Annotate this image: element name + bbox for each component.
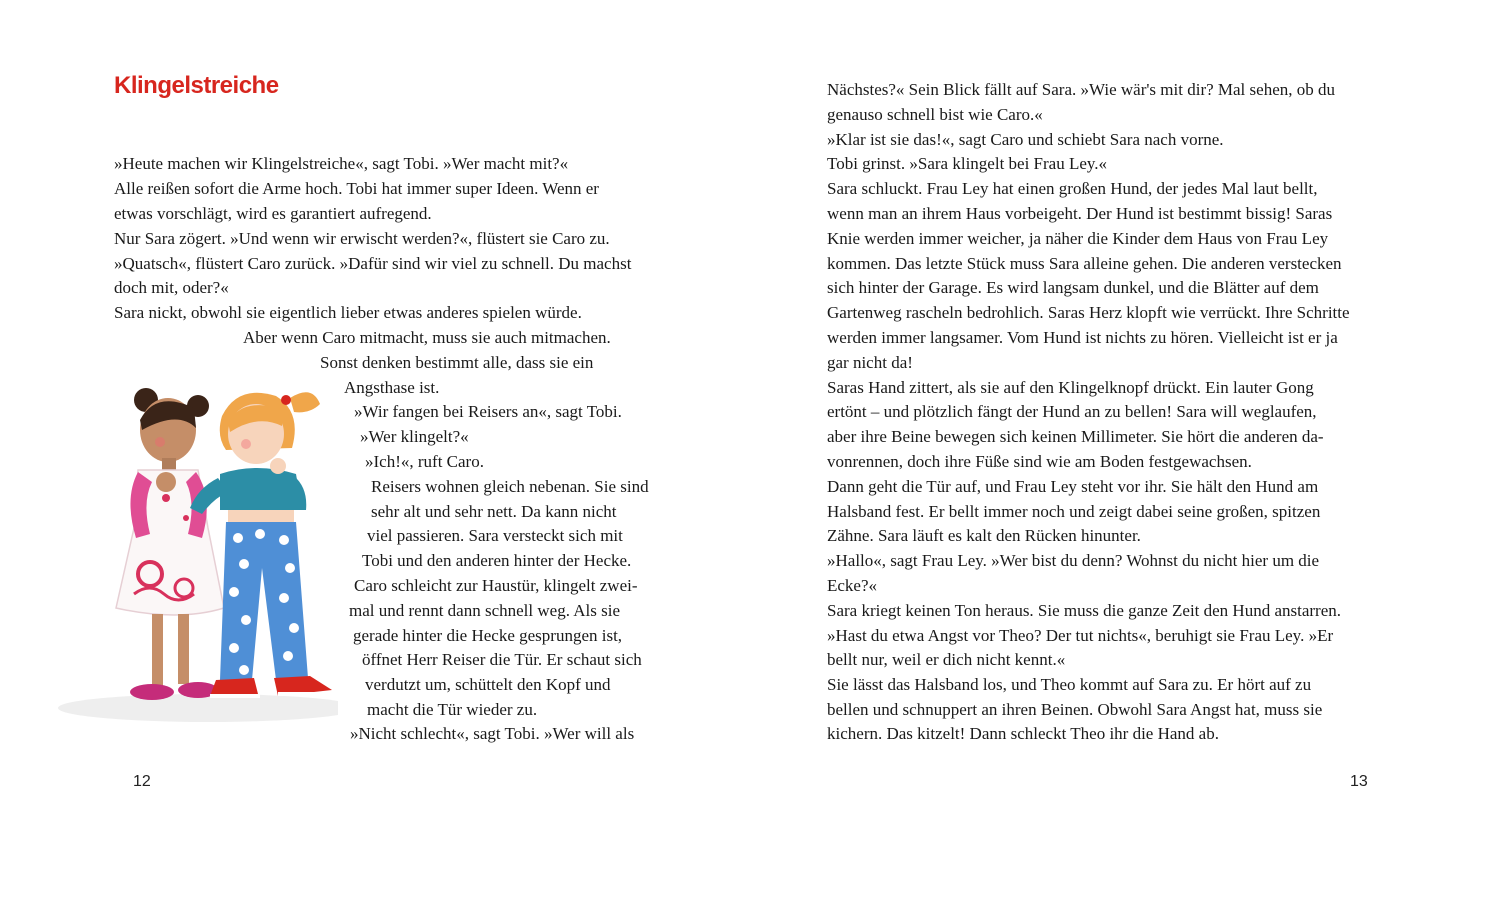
text-line: genauso schnell bist wie Caro.« <box>827 105 1043 124</box>
text-line: doch mit, oder?« <box>114 278 229 297</box>
page-number-left: 12 <box>133 773 151 790</box>
text-line: Nur Sara zögert. »Und wenn wir erwischt werden?«, flüstert sie Caro zu. <box>114 229 610 248</box>
text-line: bellen und schnuppert an ihren Beinen. Obwohl Sara Angst hat, muss sie <box>827 700 1323 719</box>
text-line: etwas vorschlägt, wird es garantiert aufregend. <box>114 204 432 223</box>
text-line: »Wir fangen bei Reisers an«, sagt Tobi. <box>354 402 622 421</box>
text-line: Tobi und den anderen hinter der Hecke. <box>362 551 632 570</box>
text-line: viel passieren. Sara versteckt sich mit <box>367 526 623 545</box>
text-line: Sie lässt das Halsband los, und Theo kommt auf Sara zu. Er hört auf zu <box>827 675 1312 694</box>
text-line: sich hinter der Garage. Es wird langsam dunkel, und die Blätter auf dem <box>827 278 1319 297</box>
text-line: Sonst denken bestimmt alle, dass sie ein <box>320 353 594 372</box>
text-line: Tobi grinst. »Sara klingelt bei Frau Ley.« <box>827 154 1108 173</box>
text-line: Sara kriegt keinen Ton heraus. Sie muss die ganze Zeit den Hund anstarren. <box>827 601 1342 620</box>
text-line: Alle reißen sofort die Arme hoch. Tobi hat immer super Ideen. Wenn er <box>114 179 599 198</box>
text-line: ertönt – und plötzlich fängt der Hund an zu bellen! Sara will weglaufen, <box>827 402 1317 421</box>
text-line: öffnet Herr Reiser die Tür. Er schaut sich <box>362 650 642 669</box>
chapter-title: Klingelstreiche <box>114 72 279 99</box>
text-line: bellt nur, weil er dich nicht kennt.« <box>827 650 1066 669</box>
text-line: »Klar ist sie das!«, sagt Caro und schiebt Sara nach vorne. <box>827 130 1224 149</box>
page-number-right: 13 <box>1350 773 1368 790</box>
text-line: gerade hinter die Hecke gesprungen ist, <box>353 626 623 645</box>
text-line: Gartenweg rascheln bedrohlich. Saras Herz klopft wie verrückt. Ihre Schritte <box>827 303 1350 322</box>
text-line: verdutzt um, schüttelt den Kopf und <box>365 675 611 694</box>
text-line: Reisers wohnen gleich nebenan. Sie sind <box>371 477 649 496</box>
text-line: Angsthase ist. <box>344 378 440 397</box>
text-line: »Heute machen wir Klingelstreiche«, sagt Tobi. »Wer macht mit?« <box>114 154 569 173</box>
text-line: mal und rennt dann schnell weg. Als sie <box>349 601 621 620</box>
text-line: macht die Tür wieder zu. <box>367 700 538 719</box>
text-line: Zähne. Sara läuft es kalt den Rücken hinunter. <box>827 526 1141 545</box>
text-line: »Nicht schlecht«, sagt Tobi. »Wer will als <box>350 724 635 743</box>
text-line: aber ihre Beine bewegen sich keinen Millimeter. Sie hört die anderen da- <box>827 427 1324 446</box>
text-line: Knie werden immer weicher, ja näher die Kinder dem Haus von Frau Ley <box>827 229 1329 248</box>
girls-illustration <box>38 378 338 730</box>
text-line: »Hallo«, sagt Frau Ley. »Wer bist du denn? Wohnst du nicht hier um die <box>827 551 1320 570</box>
text-line: Dann geht die Tür auf, und Frau Ley steht vor ihr. Sie hält den Hund am <box>827 477 1319 496</box>
text-line: Saras Hand zittert, als sie auf den Klingelknopf drückt. Ein lauter Gong <box>827 378 1314 397</box>
text-line: kommen. Das letzte Stück muss Sara alleine gehen. Die anderen verstecken <box>827 254 1342 273</box>
text-line: gar nicht da! <box>827 353 913 372</box>
text-line: »Wer klingelt?« <box>360 427 469 446</box>
text-line: kichern. Das kitzelt! Dann schleckt Theo ihr die Hand ab. <box>827 724 1219 743</box>
text-line: Sara schluckt. Frau Ley hat einen großen Hund, der jedes Mal laut bellt, <box>827 179 1318 198</box>
text-line: »Hast du etwa Angst vor Theo? Der tut nichts«, beruhigt sie Frau Ley. »Er <box>827 626 1334 645</box>
text-line: werden immer langsamer. Vom Hund ist nichts zu hören. Vielleicht ist er ja <box>827 328 1338 347</box>
text-line: sehr alt und sehr nett. Da kann nicht <box>371 502 617 521</box>
text-line: Nächstes?« Sein Blick fällt auf Sara. »Wie wär's mit dir? Mal sehen, ob du <box>827 80 1335 99</box>
text-line: Aber wenn Caro mitmacht, muss sie auch mitmachen. <box>243 328 611 347</box>
text-line: vonrennen, doch ihre Füße sind wie am Boden festgewachsen. <box>827 452 1252 471</box>
text-line: Halsband fest. Er bellt immer noch und zeigt dabei seine großen, spitzen <box>827 502 1321 521</box>
text-line: wenn man an ihrem Haus vorbeigeht. Der Hund ist bestimmt bissig! Saras <box>827 204 1333 223</box>
text-line: »Ich!«, ruft Caro. <box>365 452 484 471</box>
text-line: Ecke?« <box>827 576 878 595</box>
text-line: Caro schleicht zur Haustür, klingelt zwei- <box>354 576 638 595</box>
text-line: Sara nickt, obwohl sie eigentlich lieber etwas anderes spielen würde. <box>114 303 582 322</box>
text-line: »Quatsch«, flüstert Caro zurück. »Dafür sind wir viel zu schnell. Du machst <box>114 254 632 273</box>
